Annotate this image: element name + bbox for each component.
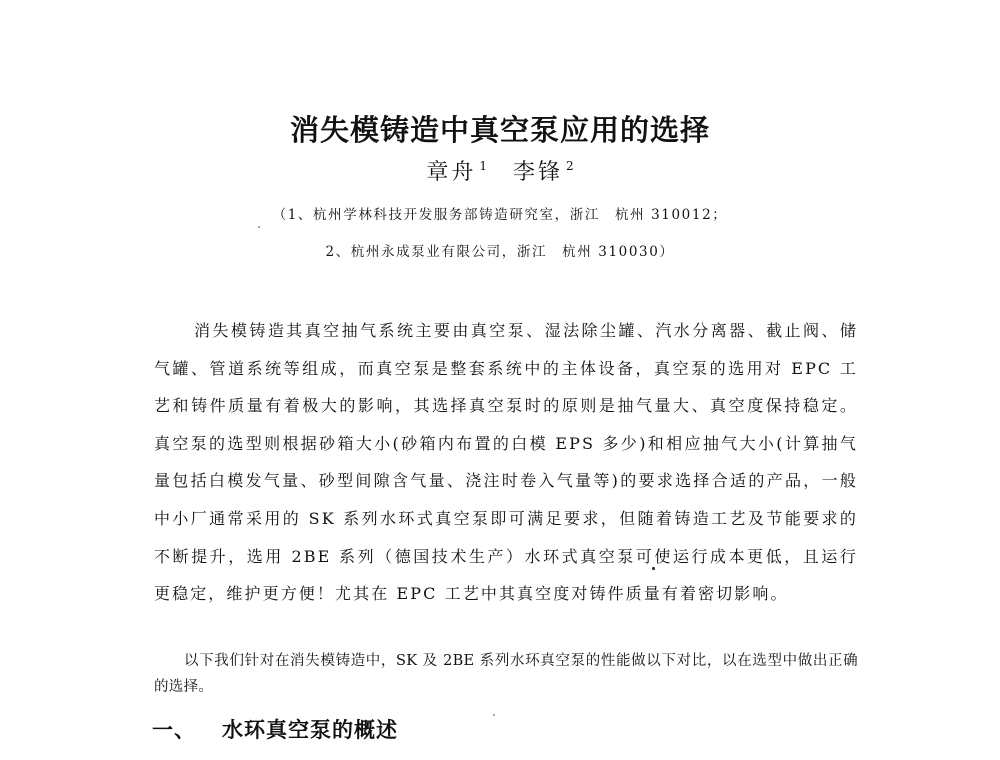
affiliation-1: （1、杭州学林科技开发服务部铸造研究室，浙江 杭州 310012；: [272, 207, 728, 223]
author-2-name: 李锋: [513, 160, 564, 185]
author-1: [426, 155, 487, 186]
author-line: [0, 155, 1000, 186]
affiliation-2: 2、杭州永成泵业有限公司，浙江 杭州 310030）: [325, 244, 675, 260]
section-title: 水环真空泵的概述: [222, 717, 398, 742]
scan-speck: [258, 226, 260, 228]
scan-speck: [652, 567, 655, 570]
author-2-marker: 2: [566, 159, 574, 173]
abstract-paragraph: 消失模铸造其真空抽气系统主要由真空泵、湿法除尘罐、汽水分离器、截止阀、储气罐、管道系统等组成，而真空泵是整套系统中的主体设备，真空泵的选用对 EPC 工艺和铸件质量有着极大的影响，其选择真空泵时的原则是抽气量大、真空度保持稳定。真空泵的选型则根据砂箱大小(砂箱内布置的白模 EPS 多少)和相应抽气大小(计算抽气量包括白模发气量、砂型间隙含气量、浇注时卷入气量等)的要求选择合适的产品，一般中小厂通常采用的 SK 系列水环式真空泵即可满足要求，但随着铸造工艺及节能要求的不断提升，选用 2BE 系列（德国技术生产）水环式真空泵可使运行成本更低，且运行更稳定，维护更方便！尤其在 EPC 工艺中其真空度对铸件质量有着密切影响。: [154, 321, 858, 604]
scan-speck: [493, 714, 495, 716]
section-number: 一、: [152, 717, 196, 742]
paper-title: 消失模铸造中真空泵应用的选择: [289, 113, 710, 147]
author-2: [513, 155, 574, 186]
section-heading: [152, 714, 398, 744]
author-1-name: 章舟: [426, 160, 477, 185]
intro-paragraph: 以下我们针对在消失模铸造中，SK 及 2BE 系列水环真空泵的性能做以下对比，以在选型中做出正确的选择。: [154, 653, 858, 695]
author-1-marker: 1: [479, 159, 487, 173]
